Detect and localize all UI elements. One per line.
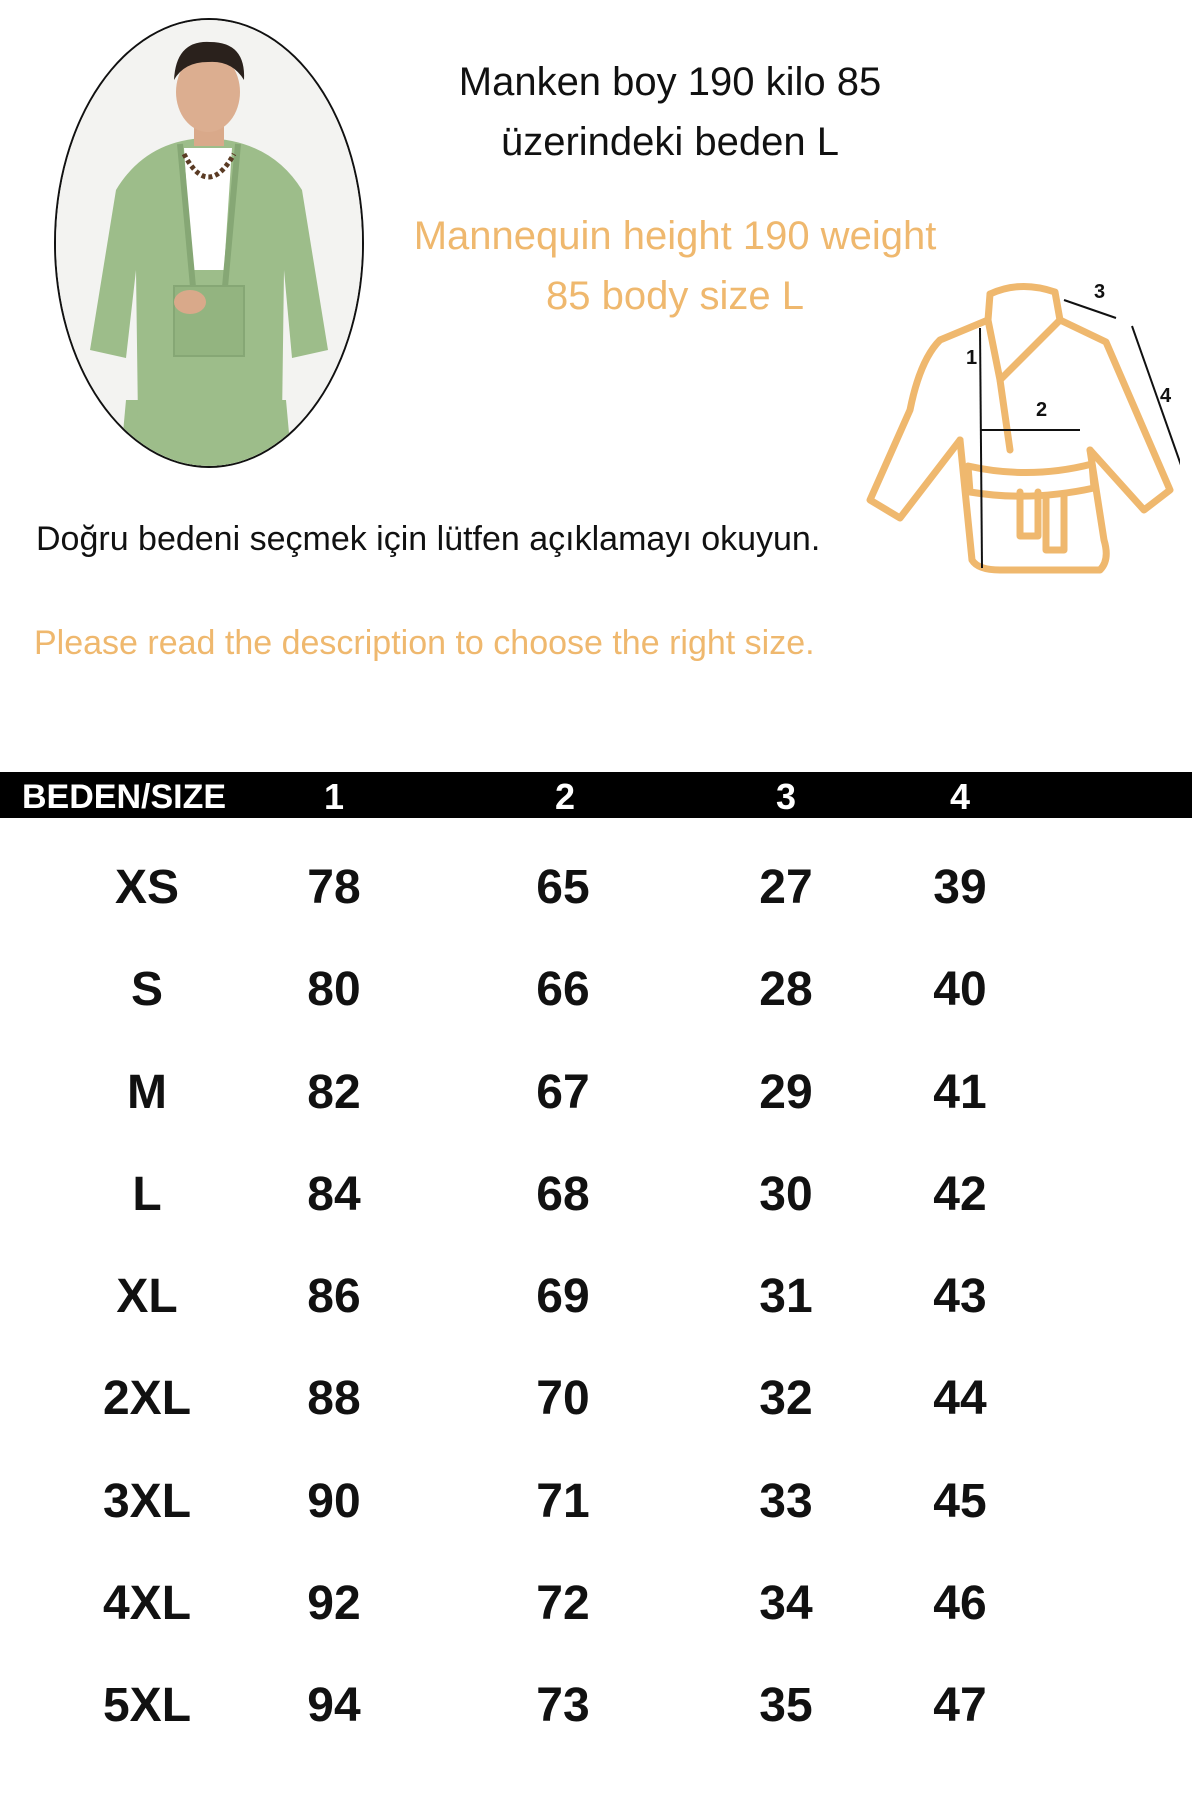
model-info-tr-line2: üzerindeki beden L bbox=[500, 120, 840, 164]
table-cell: 68 bbox=[536, 1168, 590, 1221]
table-cell: 73 bbox=[536, 1679, 590, 1732]
table-cell: 27 bbox=[759, 861, 813, 914]
table-cell: 86 bbox=[307, 1270, 361, 1323]
size-label: L bbox=[132, 1168, 162, 1221]
size-note-tr: Doğru bedeni seçmek için lütfen açıklamayı okuyun. bbox=[36, 520, 821, 558]
table-cell: 45 bbox=[933, 1475, 987, 1528]
table-cell: 29 bbox=[759, 1066, 813, 1119]
table-cell: 94 bbox=[307, 1679, 361, 1732]
table-cell: 92 bbox=[307, 1577, 361, 1630]
table-row bbox=[0, 1349, 1192, 1449]
header-col-4: 4 bbox=[949, 776, 971, 817]
diagram-label-2: 2 bbox=[1036, 399, 1048, 421]
size-label: M bbox=[127, 1066, 167, 1119]
model-photo bbox=[54, 18, 364, 468]
table-cell: 70 bbox=[536, 1372, 590, 1425]
size-label: 3XL bbox=[102, 1475, 192, 1528]
diagram-label-1: 1 bbox=[966, 347, 978, 369]
table-cell: 90 bbox=[307, 1475, 361, 1528]
table-cell: 66 bbox=[536, 963, 590, 1016]
table-cell: 30 bbox=[759, 1168, 813, 1221]
diagram-label-3: 3 bbox=[1094, 281, 1106, 303]
table-row bbox=[0, 1452, 1192, 1552]
size-note-en: Please read the description to choose the right size. bbox=[34, 624, 815, 662]
size-label: XS bbox=[114, 861, 180, 914]
size-label: 2XL bbox=[102, 1372, 192, 1425]
table-cell: 41 bbox=[933, 1066, 987, 1119]
table-cell: 34 bbox=[759, 1577, 813, 1630]
header-col-2: 2 bbox=[554, 776, 576, 817]
kimono-diagram bbox=[860, 270, 1180, 600]
size-label: 4XL bbox=[102, 1577, 192, 1630]
model-photo-illustration bbox=[56, 20, 362, 466]
table-cell: 67 bbox=[536, 1066, 590, 1119]
table-row bbox=[0, 940, 1192, 1040]
table-cell: 43 bbox=[933, 1270, 987, 1323]
table-cell: 42 bbox=[933, 1168, 987, 1221]
table-cell: 88 bbox=[307, 1372, 361, 1425]
kimono-outline-icon bbox=[860, 270, 1180, 600]
size-label: 5XL bbox=[102, 1679, 192, 1732]
table-cell: 39 bbox=[933, 861, 987, 914]
table-cell: 72 bbox=[536, 1577, 590, 1630]
table-cell: 80 bbox=[307, 963, 361, 1016]
header-col-1: 1 bbox=[323, 776, 345, 817]
table-row bbox=[0, 838, 1192, 938]
table-cell: 31 bbox=[759, 1270, 813, 1323]
table-cell: 84 bbox=[307, 1168, 361, 1221]
table-cell: 46 bbox=[933, 1577, 987, 1630]
table-row bbox=[0, 1656, 1192, 1756]
table-cell: 69 bbox=[536, 1270, 590, 1323]
table-row bbox=[0, 1247, 1192, 1347]
table-cell: 71 bbox=[536, 1475, 590, 1528]
table-cell: 40 bbox=[933, 963, 987, 1016]
table-row bbox=[0, 1554, 1192, 1654]
size-label: S bbox=[130, 963, 164, 1016]
table-cell: 44 bbox=[933, 1372, 987, 1425]
table-cell: 47 bbox=[933, 1679, 987, 1732]
header-size: BEDEN/SIZE bbox=[22, 778, 227, 816]
header-col-3: 3 bbox=[775, 776, 797, 817]
model-info-en-line1: Mannequin height 190 weight bbox=[413, 214, 937, 258]
model-info-tr bbox=[400, 52, 940, 172]
size-table-header bbox=[0, 772, 1192, 818]
table-cell: 65 bbox=[536, 861, 590, 914]
table-cell: 78 bbox=[307, 861, 361, 914]
table-cell: 28 bbox=[759, 963, 813, 1016]
table-cell: 32 bbox=[759, 1372, 813, 1425]
model-info-en-line2: 85 body size L bbox=[546, 274, 804, 318]
table-cell: 33 bbox=[759, 1475, 813, 1528]
diagram-label-4: 4 bbox=[1160, 385, 1172, 407]
table-cell: 82 bbox=[307, 1066, 361, 1119]
model-info-tr-line1: Manken boy 190 kilo 85 bbox=[458, 60, 882, 104]
table-row bbox=[0, 1145, 1192, 1245]
table-cell: 35 bbox=[759, 1679, 813, 1732]
table-row bbox=[0, 1043, 1192, 1143]
size-label: XL bbox=[116, 1270, 178, 1323]
